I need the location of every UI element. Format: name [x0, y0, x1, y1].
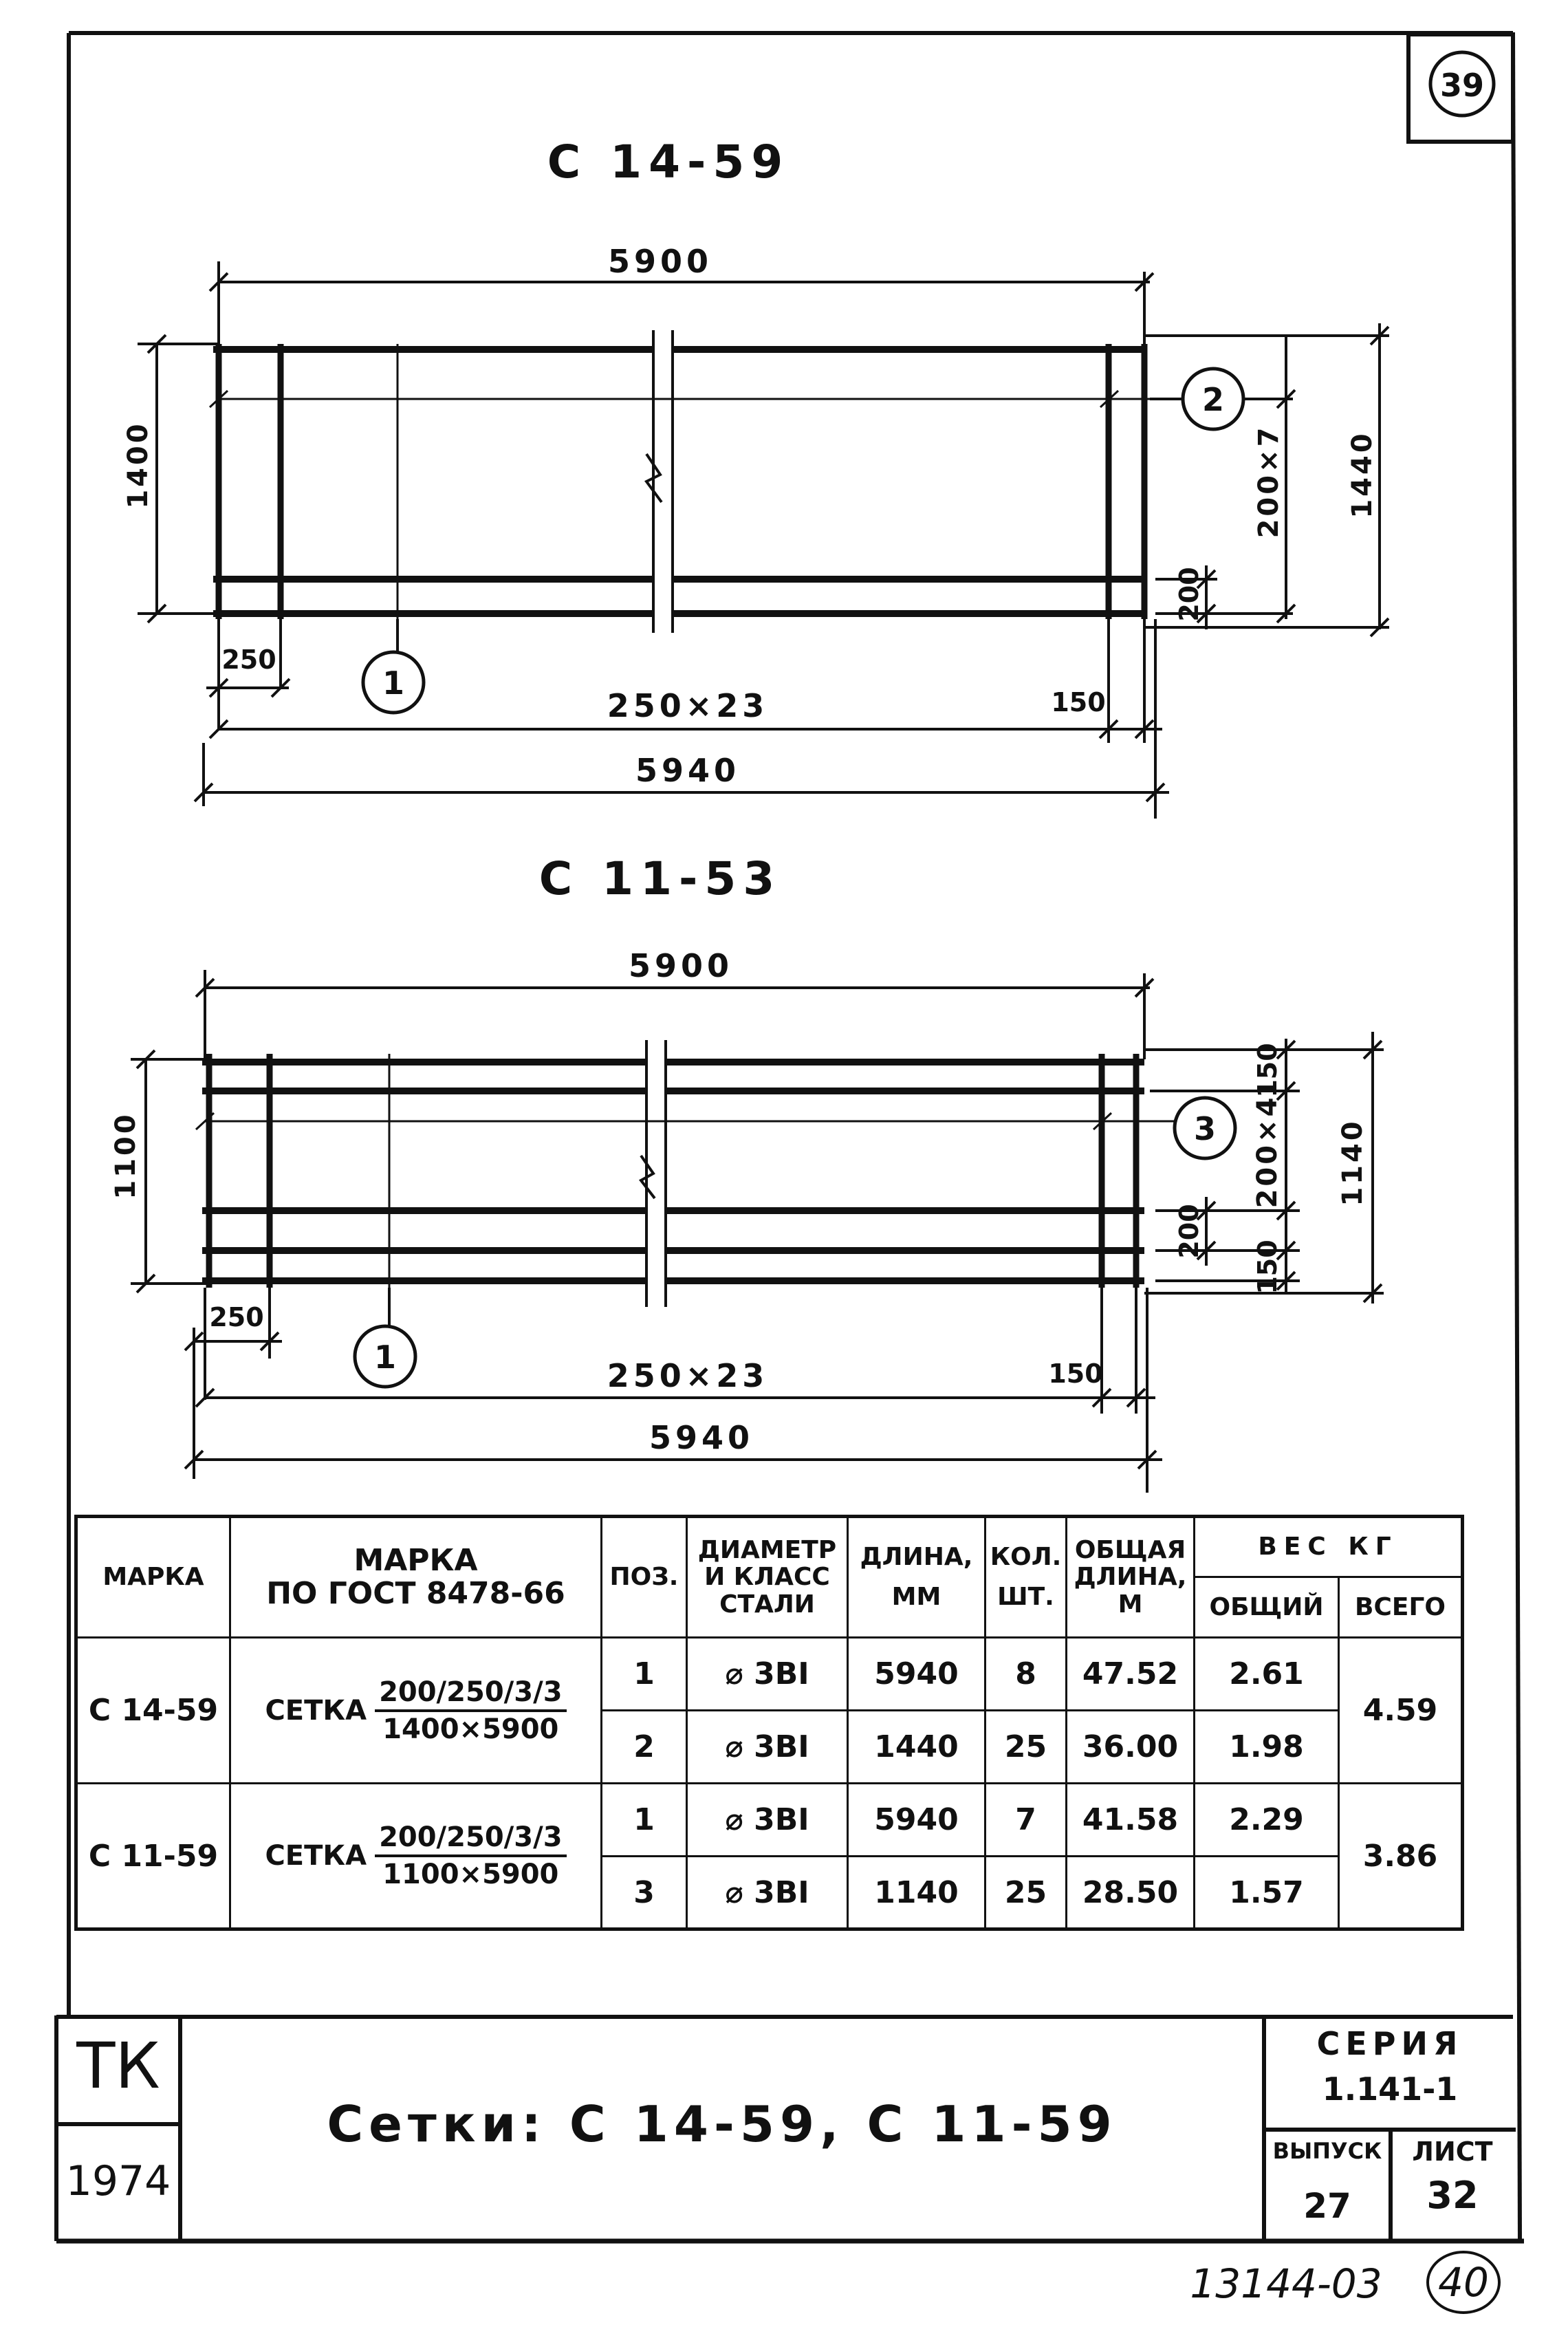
col-header-total-length: ОБЩАЯ ДЛИНА, М — [1067, 1517, 1195, 1638]
cell-poz: 3 — [602, 1857, 687, 1929]
cell-count: 8 — [986, 1638, 1067, 1711]
sheet-label: ЛИСТ — [1412, 2137, 1493, 2167]
footer-number: 40 — [1438, 2259, 1489, 2306]
mesh-drawing-c11-59 — [110, 852, 1384, 1493]
row-setka — [230, 1784, 602, 1929]
col-header-diameter: ДИАМЕТР И КЛАСС СТАЛИ — [687, 1517, 848, 1638]
col-header-gost-line2: ПО ГОСТ 8478-66 — [266, 1576, 565, 1611]
col-header-weight-all: ВСЕГО — [1339, 1577, 1463, 1638]
drawing2-dim-right-bottom: 150 — [1252, 1240, 1283, 1295]
setka-numerator: 200/250/3/3 — [375, 1676, 566, 1712]
cell-length: 5940 — [848, 1638, 986, 1711]
drawing1-dim-small: 200 — [1174, 567, 1204, 622]
drawing1-dim-spacing: 250×23 — [607, 687, 769, 724]
col-header-weight: ВЕС КГ — [1195, 1517, 1463, 1577]
table-row — [76, 1638, 1463, 1711]
col-header-length-2: ММ — [891, 1583, 941, 1611]
drawing1-dim-right-inner: 200×7 — [1253, 424, 1285, 539]
drawing1-title: С 14-59 — [547, 136, 790, 188]
cell-weight: 1.98 — [1195, 1711, 1339, 1784]
drawing1-dim-left: 1400 — [122, 421, 154, 509]
series-label: СЕРИЯ — [1316, 2025, 1463, 2062]
drawing2-dim-right-small: 200 — [1174, 1204, 1204, 1259]
cell-count: 25 — [986, 1711, 1067, 1784]
title-block-title: Сетки: С 14-59, С 11-59 — [327, 2095, 1118, 2153]
row-setka — [230, 1638, 602, 1784]
cell-total-length: 28.50 — [1067, 1857, 1195, 1929]
col-header-gost — [230, 1517, 602, 1638]
drawing2-dim-end: 150 — [1048, 1359, 1103, 1389]
drawing1-dim-end: 150 — [1051, 687, 1106, 717]
drawing2-marker-1: 1 — [373, 1339, 397, 1376]
setka-denominator: 1400×5900 — [382, 1713, 559, 1745]
cell-total-length: 47.52 — [1067, 1638, 1195, 1711]
title-block-org: ТК — [76, 2029, 160, 2103]
cell-weight: 2.61 — [1195, 1638, 1339, 1711]
cell-count: 25 — [986, 1857, 1067, 1929]
drawing1-dim-start: 250 — [221, 645, 276, 675]
drawing2-dim-right-outer: 1140 — [1337, 1118, 1369, 1207]
col-header-length — [848, 1517, 986, 1638]
table-row — [76, 1784, 1463, 1857]
drawing2-dim-top: 5900 — [628, 947, 734, 984]
cell-length: 5940 — [848, 1784, 986, 1857]
drawing1-marker-1: 1 — [382, 664, 405, 702]
col-header-marka: МАРКА — [76, 1517, 230, 1638]
cell-diameter: ⌀ 3ВI — [687, 1784, 848, 1857]
drawing1-marker-2: 2 — [1201, 381, 1225, 418]
cell-diameter: ⌀ 3ВI — [687, 1711, 848, 1784]
cell-poz: 1 — [602, 1784, 687, 1857]
col-header-weight-total: ОБЩИЙ — [1195, 1577, 1339, 1638]
col-header-count-1: КОЛ. — [990, 1543, 1062, 1572]
row-mark: С 11-59 — [76, 1784, 230, 1929]
cell-count: 7 — [986, 1784, 1067, 1857]
cell-length: 1140 — [848, 1857, 986, 1929]
cell-poz: 1 — [602, 1638, 687, 1711]
drawing2-dim-right-inner: 200×4 — [1252, 1094, 1283, 1209]
cell-poz: 2 — [602, 1711, 687, 1784]
specification-table — [74, 1515, 1464, 1931]
title-block-year: 1974 — [65, 2157, 171, 2205]
cell-weight-all: 3.86 — [1339, 1784, 1463, 1929]
footer-stamp — [1190, 2252, 1499, 2313]
setka-word: СЕТКА — [265, 1840, 367, 1872]
sheet-value: 32 — [1426, 2174, 1479, 2217]
drawing2-dim-left: 1100 — [110, 1112, 142, 1200]
footer-code: 13144-03 — [1190, 2260, 1382, 2307]
corner-number: 39 — [1439, 67, 1485, 104]
col-header-count-2: ШТ. — [997, 1583, 1054, 1611]
mesh-drawing-c14-59 — [122, 136, 1389, 819]
setka-numerator: 200/250/3/3 — [375, 1821, 566, 1857]
cell-weight: 2.29 — [1195, 1784, 1339, 1857]
setka-word: СЕТКА — [265, 1694, 367, 1727]
series-value: 1.141-1 — [1322, 2070, 1458, 2108]
drawing2-dim-right-top: 150 — [1252, 1043, 1283, 1098]
cell-weight: 1.57 — [1195, 1857, 1339, 1929]
drawing2-dim-bottom: 5940 — [649, 1419, 754, 1456]
col-header-poz: ПОЗ. — [602, 1517, 687, 1638]
drawing2-dim-start: 250 — [209, 1302, 264, 1332]
drawing2-marker-3: 3 — [1193, 1110, 1217, 1147]
row-mark: С 14-59 — [76, 1638, 230, 1784]
cell-total-length: 41.58 — [1067, 1784, 1195, 1857]
drawing1-dim-top: 5900 — [607, 243, 713, 280]
col-header-length-1: ДЛИНА, — [860, 1543, 973, 1572]
issue-label: ВЫПУСК — [1272, 2138, 1382, 2164]
cell-diameter: ⌀ 3ВI — [687, 1857, 848, 1929]
cell-diameter: ⌀ 3ВI — [687, 1638, 848, 1711]
corner-number-box — [1408, 34, 1513, 142]
drawing1-dim-bottom: 5940 — [635, 752, 741, 789]
col-header-gost-line1: МАРКА — [353, 1542, 478, 1578]
col-header-count — [986, 1517, 1067, 1638]
cell-total-length: 36.00 — [1067, 1711, 1195, 1784]
setka-denominator: 1100×5900 — [382, 1859, 559, 1890]
cell-length: 1440 — [848, 1711, 986, 1784]
drawing1-dim-right-outer: 1440 — [1347, 431, 1378, 519]
issue-value: 27 — [1303, 2186, 1351, 2226]
cell-weight-all: 4.59 — [1339, 1638, 1463, 1784]
drawing2-dim-spacing: 250×23 — [607, 1357, 769, 1394]
drawing2-title: С 11-53 — [538, 852, 782, 905]
